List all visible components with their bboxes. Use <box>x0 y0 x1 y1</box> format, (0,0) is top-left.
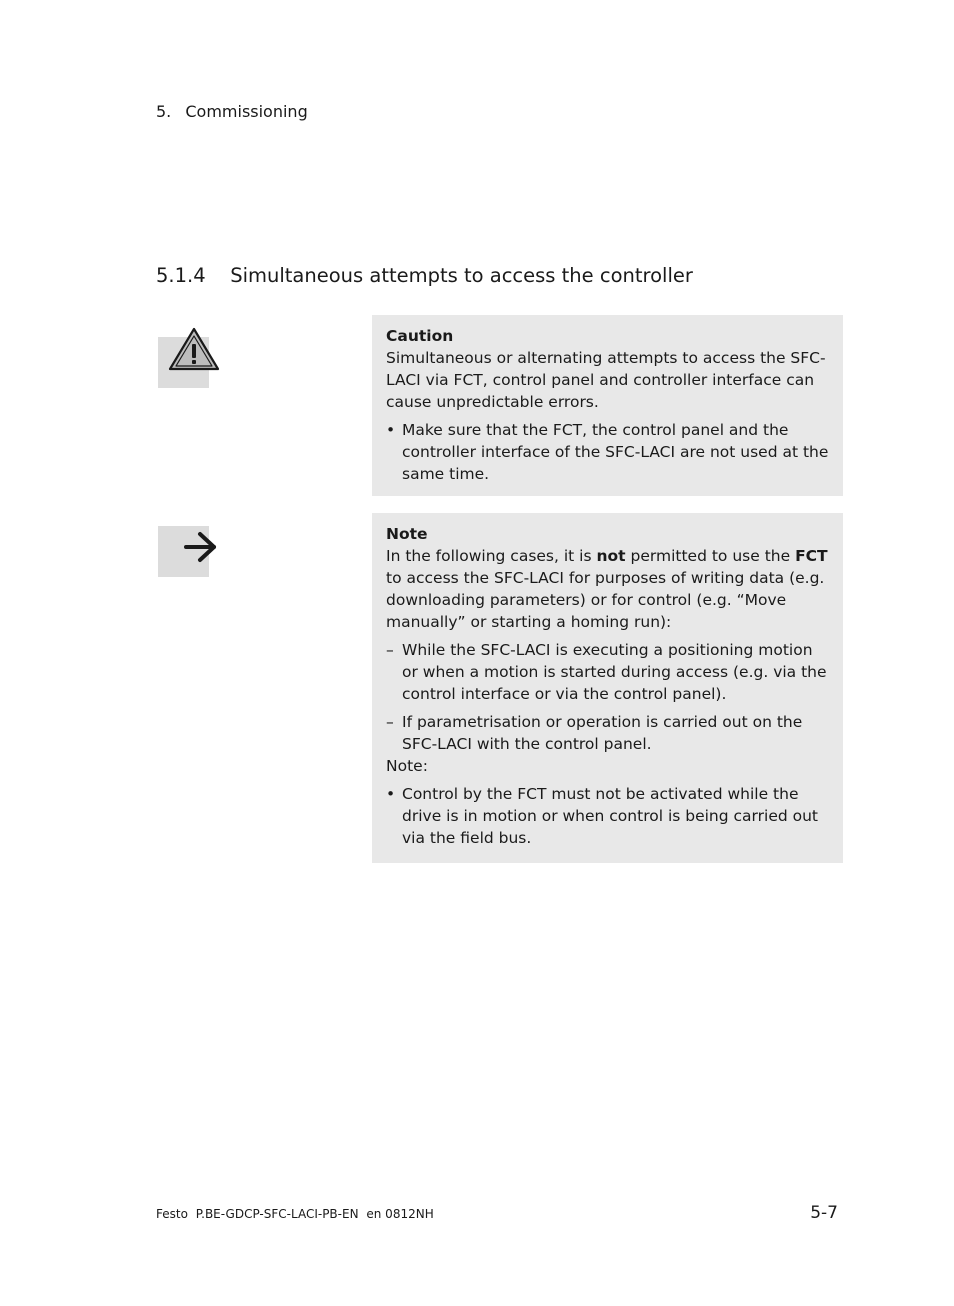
chapter-title: Commissioning <box>185 102 308 121</box>
bullet-marker: • <box>386 421 396 439</box>
note-dash-item <box>386 639 831 705</box>
chapter-number: 5. <box>156 102 172 121</box>
note-intro-text-3: to access the SFC-LACI for purposes of writing data (e.g. downloading parameters) or for control (e.g. “Move manually” or starting a homing run): <box>386 569 825 631</box>
caution-bullet-item <box>386 419 831 485</box>
note-label: Note: <box>386 757 428 775</box>
caution-icon-tile <box>158 337 209 388</box>
note-bullet-text: Control by the FCT must not be activated while the drive is in motion or when control is being carried out via the field bus. <box>402 785 819 847</box>
running-header <box>156 102 308 121</box>
caution-bullet-text: Make sure that the FCT, the control panel and the controller interface of the SFC-LACI are not used at the same time. <box>402 421 829 483</box>
dash-marker: – <box>386 641 394 659</box>
note-dash-text: While the SFC-LACI is executing a positioning motion or when a motion is started during access (e.g. via the control interface or via the control panel). <box>402 641 827 703</box>
arrow-right-icon <box>182 530 222 564</box>
bullet-marker: • <box>386 785 396 803</box>
warning-triangle-icon <box>168 327 220 371</box>
footer-doc-id: P.BE-GDCP-SFC-LACI-PB-EN <box>195 1207 359 1221</box>
section-number: 5.1.4 <box>156 264 206 287</box>
note-intro-bold-fct: FCT <box>795 547 828 565</box>
dash-marker: – <box>386 713 394 731</box>
note-dash-item <box>386 711 831 755</box>
note-intro-text-2: permitted to use the <box>625 547 796 565</box>
section-heading <box>156 264 693 287</box>
caution-title: Caution <box>386 327 454 345</box>
note-intro <box>386 545 831 633</box>
caution-text: Simultaneous or alternating attempts to access the SFC-LACI via FCT, control panel and controller interface can cause unpredictable errors. <box>386 349 826 411</box>
footer-doc-info <box>156 1207 434 1221</box>
footer-brand: Festo <box>156 1207 188 1221</box>
note-dash-text: If parametrisation or operation is carried out on the SFC-LACI with the control panel. <box>402 713 803 753</box>
note-icon-tile <box>158 526 209 577</box>
page-number: 5-7 <box>810 1203 838 1223</box>
note-box <box>372 513 843 863</box>
note-title: Note <box>386 525 428 543</box>
note-bullet-item <box>386 783 831 849</box>
caution-box <box>372 315 843 496</box>
section-title: Simultaneous attempts to access the controller <box>230 264 693 287</box>
note-intro-bold-not: not <box>596 547 626 565</box>
note-intro-text-1: In the following cases, it is <box>386 547 597 565</box>
footer-version: en 0812NH <box>366 1207 434 1221</box>
